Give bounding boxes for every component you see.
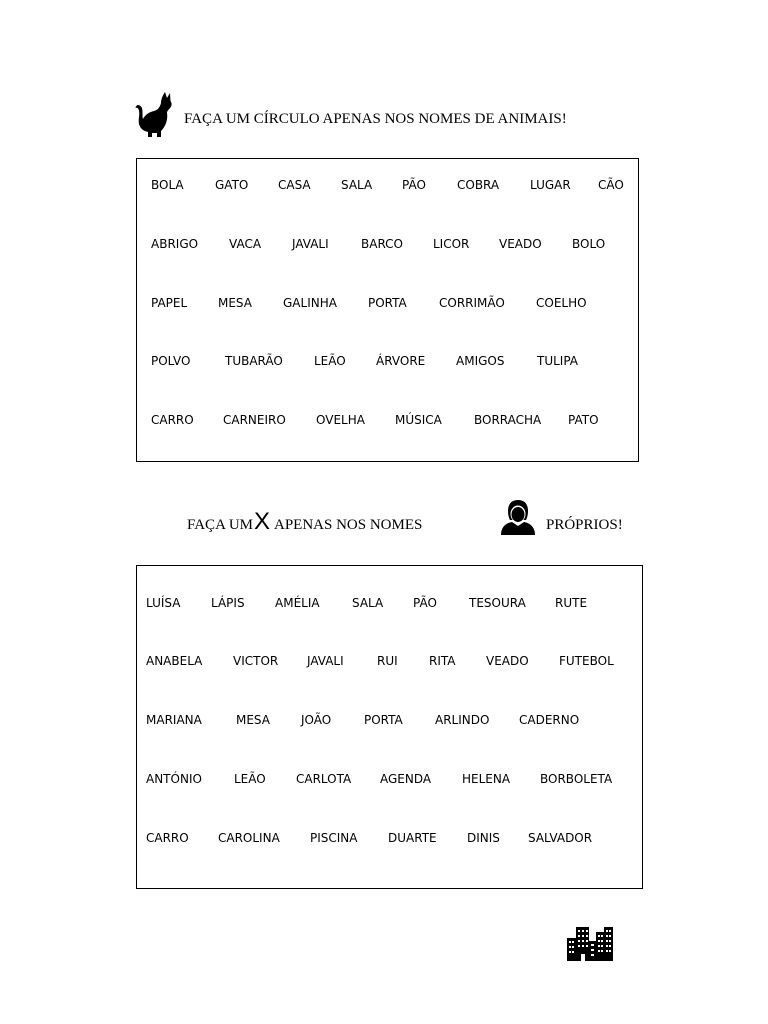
- word-item[interactable]: ARLINDO: [435, 713, 490, 727]
- word-item[interactable]: DUARTE: [388, 831, 437, 845]
- word-item[interactable]: VEADO: [486, 654, 529, 668]
- word-item[interactable]: PÃO: [402, 178, 426, 192]
- word-item[interactable]: PÃO: [413, 596, 437, 610]
- word-item[interactable]: CÃO: [598, 178, 624, 192]
- word-item[interactable]: SALVADOR: [528, 831, 593, 845]
- word-item[interactable]: DINIS: [467, 831, 500, 845]
- word-item[interactable]: CARNEIRO: [223, 413, 286, 427]
- word-item[interactable]: ÁRVORE: [376, 354, 426, 368]
- x-mark-glyph: X: [254, 508, 271, 535]
- word-item[interactable]: AMÉLIA: [275, 596, 320, 610]
- word-item[interactable]: CARLOTA: [296, 772, 352, 786]
- word-item[interactable]: LUGAR: [530, 178, 571, 192]
- word-item[interactable]: HELENA: [462, 772, 511, 786]
- word-item[interactable]: GATO: [215, 178, 249, 192]
- word-item[interactable]: MARIANA: [146, 713, 202, 727]
- word-item[interactable]: BORRACHA: [474, 413, 542, 427]
- proper-names-instruction-end: PRÓPRIOS!: [546, 517, 623, 533]
- word-item[interactable]: VICTOR: [233, 654, 279, 668]
- word-item[interactable]: LICOR: [433, 237, 470, 251]
- word-item[interactable]: COBRA: [457, 178, 500, 192]
- word-item[interactable]: CASA: [278, 178, 311, 192]
- word-item[interactable]: PISCINA: [310, 831, 358, 845]
- word-item[interactable]: SALA: [352, 596, 384, 610]
- word-item[interactable]: BARCO: [361, 237, 404, 251]
- animals-instruction: FAÇA UM CÍRCULO APENAS NOS NOMES DE ANIMAIS!: [184, 111, 567, 127]
- word-item[interactable]: AGENDA: [380, 772, 432, 786]
- proper-names-instruction-start: FAÇA UM: [187, 517, 253, 533]
- word-item[interactable]: OVELHA: [316, 413, 365, 427]
- word-item[interactable]: BOLO: [572, 237, 606, 251]
- word-item[interactable]: CARRO: [146, 831, 189, 845]
- proper-names-instruction-middle: APENAS NOS NOMES: [274, 517, 423, 533]
- word-item[interactable]: JAVALI: [307, 654, 344, 668]
- word-item[interactable]: COELHO: [536, 296, 587, 310]
- word-item[interactable]: RUI: [377, 654, 398, 668]
- word-item[interactable]: MESA: [236, 713, 270, 727]
- word-item[interactable]: VEADO: [499, 237, 542, 251]
- word-item[interactable]: TESOURA: [469, 596, 526, 610]
- word-item[interactable]: CORRIMÃO: [439, 296, 505, 310]
- animals-word-box: [136, 158, 639, 462]
- word-item[interactable]: PORTA: [368, 296, 407, 310]
- word-item[interactable]: LÁPIS: [211, 596, 245, 610]
- word-item[interactable]: SALA: [341, 178, 373, 192]
- word-item[interactable]: POLVO: [151, 354, 191, 368]
- word-item[interactable]: GALINHA: [283, 296, 337, 310]
- cat-icon: [134, 91, 174, 139]
- word-item[interactable]: BOLA: [151, 178, 184, 192]
- word-item[interactable]: TUBARÃO: [225, 354, 283, 368]
- word-item[interactable]: CARRO: [151, 413, 194, 427]
- word-item[interactable]: ANTÓNIO: [146, 772, 202, 786]
- word-item[interactable]: CAROLINA: [218, 831, 280, 845]
- word-item[interactable]: LUÍSA: [146, 596, 181, 610]
- word-item[interactable]: ANABELA: [146, 654, 203, 668]
- word-item[interactable]: CADERNO: [519, 713, 580, 727]
- word-item[interactable]: RUTE: [555, 596, 588, 610]
- city-buildings-icon: [566, 926, 614, 962]
- word-item[interactable]: BORBOLETA: [540, 772, 613, 786]
- word-item[interactable]: MESA: [218, 296, 252, 310]
- word-item[interactable]: PORTA: [364, 713, 403, 727]
- word-item[interactable]: RITA: [429, 654, 456, 668]
- word-item[interactable]: JAVALI: [292, 237, 329, 251]
- word-item[interactable]: MÚSICA: [395, 413, 442, 427]
- word-item[interactable]: LEÃO: [234, 772, 266, 786]
- word-item[interactable]: FUTEBOL: [559, 654, 614, 668]
- word-item[interactable]: LEÃO: [314, 354, 346, 368]
- word-item[interactable]: AMIGOS: [456, 354, 505, 368]
- word-item[interactable]: ABRIGO: [151, 237, 199, 251]
- word-item[interactable]: PAPEL: [151, 296, 188, 310]
- word-item[interactable]: JOÃO: [301, 713, 332, 727]
- person-icon: [500, 499, 536, 536]
- word-item[interactable]: VACA: [229, 237, 262, 251]
- word-item[interactable]: PATO: [568, 413, 599, 427]
- word-item[interactable]: TULIPA: [537, 354, 579, 368]
